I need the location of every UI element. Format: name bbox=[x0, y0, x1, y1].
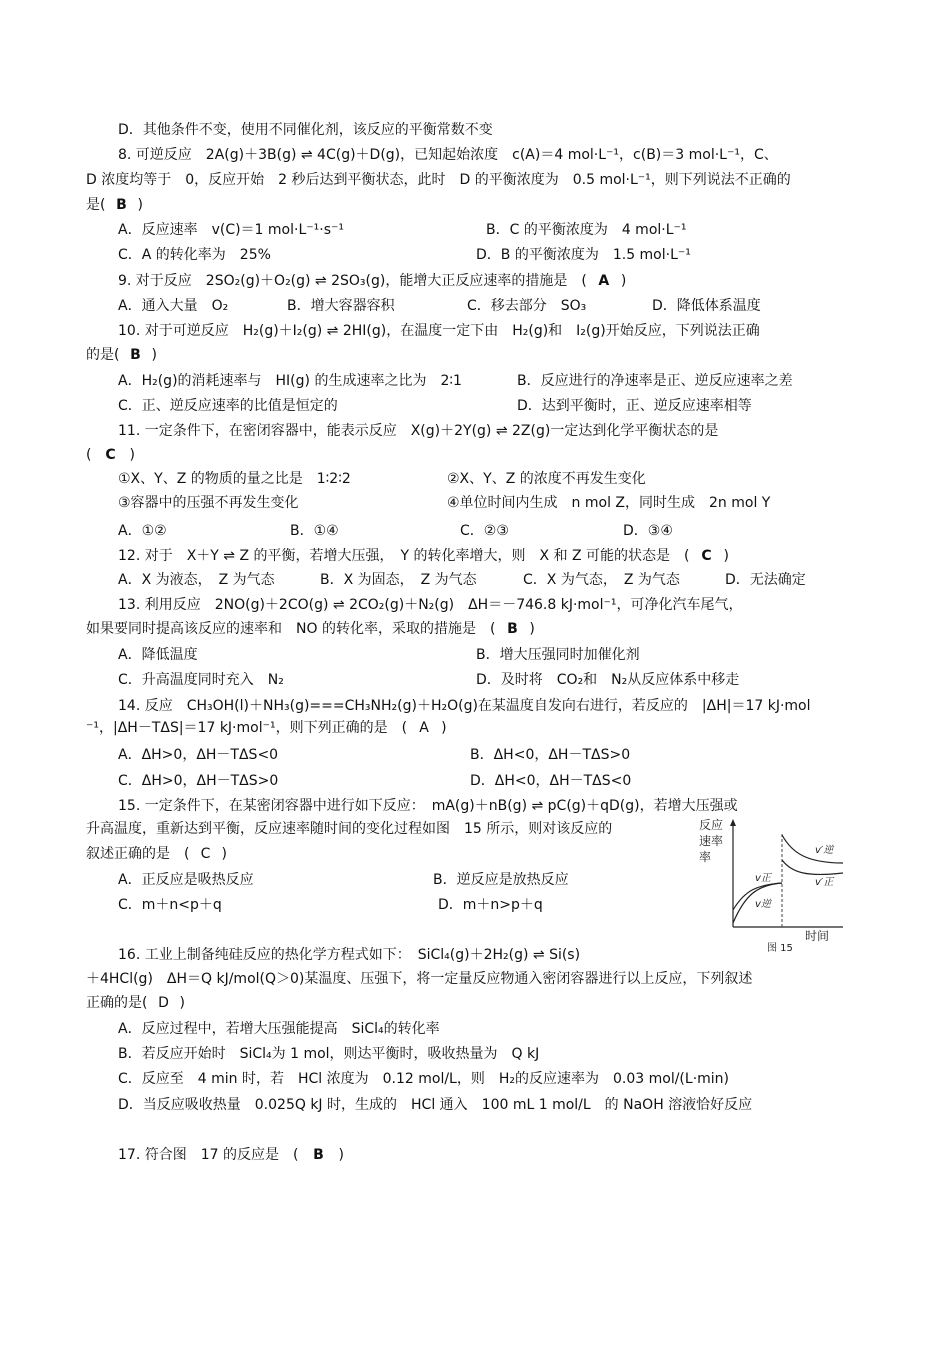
q12-paren-close: ) bbox=[723, 548, 729, 564]
q10-paren-close: ) bbox=[151, 347, 157, 363]
q11-item-1: ①X、Y、Z 的物质的量之比是 1∶2∶2 bbox=[118, 471, 351, 487]
q16-option-d: D．当反应吸收热量 0.025Q kJ 时，生成的 HCl 通入 100 mL 1 mol/L 的 NaOH 溶液恰好反应 bbox=[118, 1097, 753, 1113]
q16-option-b: B．若反应开始时 SiCl₄为 1 mol，则达平衡时，吸收热量为 Q kJ bbox=[118, 1046, 540, 1062]
figure-15-xlabel: 时间 bbox=[805, 929, 830, 943]
q15-stem-line3 bbox=[86, 845, 227, 863]
q14-answer: A bbox=[419, 720, 429, 736]
q16-option-c: C．反应至 4 min 时，若 HCl 浓度为 0.12 mol/L，则 H₂的反应速率为 0.03 mol/(L·min) bbox=[118, 1071, 730, 1087]
q8-option-b: B．C 的平衡浓度为 4 mol·L⁻¹ bbox=[486, 222, 687, 238]
q13-stem-line2 bbox=[86, 620, 535, 638]
q16-option-a: A．反应过程中，若增大压强能提高 SiCl₄的转化率 bbox=[118, 1021, 440, 1037]
q9-answer: A bbox=[598, 273, 610, 289]
q13-stem-text: 如果要同时提高该反应的速率和 NO 的转化率，采取的措施是 ( bbox=[86, 621, 496, 637]
q8-paren-close: ) bbox=[137, 197, 143, 213]
q11-answer: C bbox=[105, 447, 116, 463]
q16-paren-open: 正确的是( bbox=[86, 995, 148, 1011]
q9-option-a: A．通入大量 O₂ bbox=[118, 298, 229, 314]
q12-option-c: C．X 为气态， Z 为气态 bbox=[523, 572, 680, 588]
figure-15-ylabel-1: 反应 bbox=[699, 818, 724, 832]
q14-option-b: B．ΔH<0，ΔH－TΔS>0 bbox=[470, 747, 631, 763]
q8-option-a: A．反应速率 v(C)＝1 mol·L⁻¹·s⁻¹ bbox=[118, 222, 345, 238]
q9-option-b: B．增大容器容积 bbox=[287, 298, 395, 314]
q9-paren-close: ) bbox=[620, 273, 627, 289]
figure-15-ylabel-3: 率 bbox=[699, 850, 712, 864]
q11-stem-line1: 11. 一定条件下，在密闭容器中，能表示反应 X(g)＋2Y(g) ⇌ 2Z(g)一定达到化学平衡状态的是 bbox=[118, 423, 719, 439]
q11-item-2: ②X、Y、Z 的浓度不再发生变化 bbox=[447, 471, 646, 487]
q14-stem-text: ⁻¹，|ΔH－TΔS|＝17 kJ·mol⁻¹，则下列正确的是 ( bbox=[86, 720, 408, 736]
figure-15-svg bbox=[697, 815, 849, 955]
q15-option-b: B．逆反应是放热反应 bbox=[433, 872, 569, 888]
figure-15-label-v-forward-new: v′正 bbox=[815, 877, 834, 888]
q13-stem-line1: 13. 利用反应 2NO(g)＋2CO(g) ⇌ 2CO₂(g)＋N₂(g) ΔH＝－746.8 kJ·mol⁻¹，可净化汽车尾气， bbox=[118, 597, 743, 613]
q17-paren-close: ) bbox=[338, 1147, 344, 1163]
q12-stem-text: 12. 对于 X＋Y ⇌ Z 的平衡，若增大压强， Y 的转化率增大，则 X 和 Z 可能的状态是 ( bbox=[118, 548, 690, 564]
q11-paren-close: ) bbox=[129, 447, 135, 463]
q11-item-3: ③容器中的压强不再发生变化 bbox=[118, 495, 299, 511]
q9-option-c: C．移去部分 SO₃ bbox=[467, 298, 587, 314]
q14-option-c: C．ΔH>0，ΔH－TΔS>0 bbox=[118, 773, 279, 789]
figure-15-label-v-reverse-new: v′逆 bbox=[815, 845, 834, 856]
figure-15-ylabel-2: 速率 bbox=[699, 834, 724, 848]
q7-option-d: D．其他条件不变，使用不同催化剂，该反应的平衡常数不变 bbox=[118, 122, 493, 138]
q17-stem bbox=[118, 1146, 344, 1164]
q11-option-b: B．①④ bbox=[290, 523, 339, 539]
q11-option-a: A．①② bbox=[118, 523, 167, 539]
q13-option-c: C．升高温度同时充入 N₂ bbox=[118, 672, 284, 688]
q9-option-d: D．降低体系温度 bbox=[652, 298, 761, 314]
q8-option-c: C．A 的转化率为 25% bbox=[118, 247, 271, 263]
q16-stem-line2: ＋4HCl(g) ΔH＝Q kJ/mol(Q＞0)某温度、压强下，将一定量反应物通入密闭容器进行以上反应，下列叙述 bbox=[86, 971, 753, 987]
q10-option-d: D．达到平衡时，正、逆反应速率相等 bbox=[517, 398, 752, 414]
q10-stem-line1: 10. 对于可逆反应 H₂(g)＋I₂(g) ⇌ 2HI(g)，在温度一定下由 H₂(g)和 I₂(g)开始反应，下列说法正确 bbox=[118, 323, 760, 339]
q17-stem-text: 17. 符合图 17 的反应是 ( bbox=[118, 1147, 299, 1163]
q10-option-c: C．正、逆反应速率的比值是恒定的 bbox=[118, 398, 338, 414]
q8-option-d: D．B 的平衡浓度为 1.5 mol·L⁻¹ bbox=[476, 247, 691, 263]
q15-answer: C bbox=[200, 846, 211, 862]
q13-option-d: D．及时将 CO₂和 N₂从反应体系中移走 bbox=[476, 672, 740, 688]
figure-15-label-v-reverse: v逆 bbox=[755, 899, 771, 910]
q15-stem-line1: 15. 一定条件下，在某密闭容器中进行如下反应： mA(g)＋nB(g) ⇌ pC(g)＋qD(g)，若增大压强或 bbox=[118, 798, 738, 814]
q14-option-a: A．ΔH>0，ΔH－TΔS<0 bbox=[118, 747, 279, 763]
q10-answer: B bbox=[130, 347, 141, 363]
q12-option-b: B．X 为固态， Z 为气态 bbox=[320, 572, 477, 588]
q9-stem-text: 9. 对于反应 2SO₂(g)＋O₂(g) ⇌ 2SO₃(g)，能增大正反应速率的措施是 ( bbox=[118, 273, 587, 289]
figure-15-rate-time bbox=[697, 815, 849, 955]
q8-stem-line2: D 浓度均等于 0，反应开始 2 秒后达到平衡状态，此时 D 的平衡浓度为 0.5 mol·L⁻¹，则下列说法不正确的 bbox=[86, 172, 791, 188]
q15-paren-close: ) bbox=[221, 846, 227, 862]
figure-15-caption: 图 15 bbox=[767, 943, 793, 954]
q12-option-d: D．无法确定 bbox=[725, 572, 806, 588]
q10-option-a: A．H₂(g)的消耗速率与 HI(g) 的生成速率之比为 2∶1 bbox=[118, 373, 462, 389]
q15-stem-line2: 升高温度，重新达到平衡，反应速率随时间的变化过程如图 15 所示，则对该反应的 bbox=[86, 821, 613, 837]
q10-stem-line2 bbox=[86, 346, 157, 364]
q11-stem-line2 bbox=[86, 446, 135, 464]
q14-stem-line2 bbox=[86, 719, 447, 737]
q11-option-c: C．②③ bbox=[460, 523, 509, 539]
q17-answer: B bbox=[313, 1147, 324, 1163]
q16-stem-line3 bbox=[86, 994, 185, 1012]
q13-option-a: A．降低温度 bbox=[118, 647, 198, 663]
q10-paren-open: 的是( bbox=[86, 347, 120, 363]
q15-option-c: C．m＋n<p＋q bbox=[118, 897, 222, 913]
figure-15-v-reverse-new-curve bbox=[782, 835, 843, 863]
q15-option-d: D．m＋n>p＋q bbox=[438, 897, 543, 913]
q12-answer: C bbox=[701, 548, 712, 564]
q15-option-a: A．正反应是吸热反应 bbox=[118, 872, 254, 888]
q9-stem bbox=[118, 272, 626, 290]
q11-item-4: ④单位时间内生成 n mol Z，同时生成 2n mol Y bbox=[447, 495, 771, 511]
q8-stem-line3 bbox=[86, 196, 143, 214]
figure-15-label-v-forward: v正 bbox=[755, 873, 771, 884]
q14-paren-close: ) bbox=[441, 720, 447, 736]
q8-answer: B bbox=[116, 197, 127, 213]
q14-option-d: D．ΔH<0，ΔH－TΔS<0 bbox=[470, 773, 632, 789]
q8-paren-open: 是( bbox=[86, 197, 106, 213]
q14-stem-line1: 14. 反应 CH₃OH(l)＋NH₃(g)===CH₃NH₂(g)＋H₂O(g)在某温度自发向右进行，若反应的 |ΔH|＝17 kJ·mol bbox=[118, 698, 811, 714]
q10-option-b: B．反应进行的净速率是正、逆反应速率之差 bbox=[517, 373, 793, 389]
q12-option-a: A．X 为液态， Z 为气态 bbox=[118, 572, 275, 588]
q12-stem bbox=[118, 547, 729, 565]
q11-option-d: D．③④ bbox=[623, 523, 673, 539]
q13-option-b: B．增大压强同时加催化剂 bbox=[476, 647, 640, 663]
figure-15-y-arrow bbox=[730, 819, 736, 826]
q16-paren-close: ) bbox=[179, 995, 185, 1011]
q16-answer: D bbox=[158, 995, 169, 1011]
q13-answer: B bbox=[507, 621, 518, 637]
q8-stem-line1: 8. 可逆反应 2A(g)＋3B(g) ⇌ 4C(g)＋D(g)，已知起始浓度 c(A)＝4 mol·L⁻¹，c(B)＝3 mol·L⁻¹，C、 bbox=[118, 147, 778, 163]
q13-paren-close: ) bbox=[529, 621, 535, 637]
q11-paren-open: ( bbox=[86, 447, 92, 463]
q15-stem-text: 叙述正确的是 ( bbox=[86, 846, 190, 862]
q16-stem-line1: 16. 工业上制备纯硅反应的热化学方程式如下： SiCl₄(g)＋2H₂(g) ⇌ Si(s) bbox=[118, 947, 581, 963]
